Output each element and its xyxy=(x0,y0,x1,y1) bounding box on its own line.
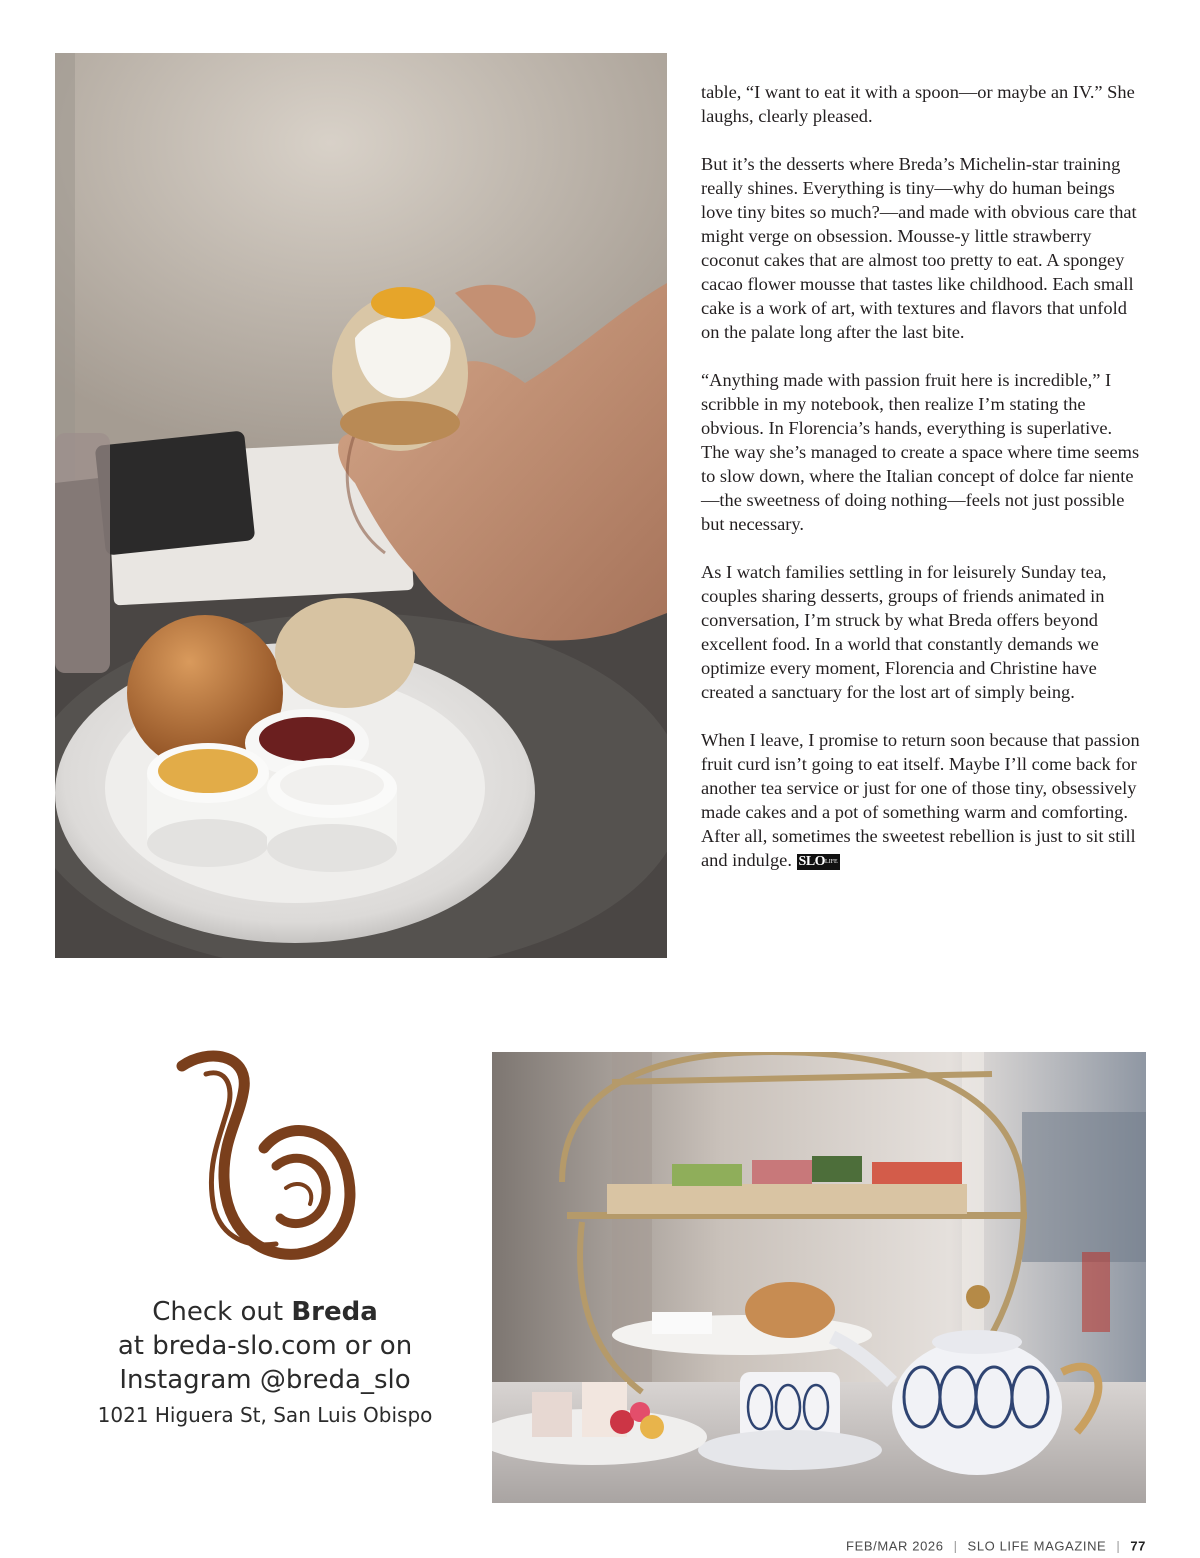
photo-tea-tower xyxy=(492,1052,1146,1503)
page-number: 77 xyxy=(1130,1538,1146,1554)
page-footer xyxy=(846,1539,1146,1554)
article-body xyxy=(701,80,1141,872)
promo-address: 1021 Higuera St, San Luis Obispo xyxy=(97,1403,433,1427)
promo-website-line: at breda-slo.com or on xyxy=(117,1331,413,1361)
footer-separator: | xyxy=(953,1538,958,1554)
promo-line-1 xyxy=(60,1295,470,1329)
promo-prefix: Check out xyxy=(152,1297,292,1327)
article-paragraph-final xyxy=(701,728,1141,872)
footer-separator: | xyxy=(1116,1538,1121,1554)
article-paragraph: As I watch families settling in for leisurely Sunday tea, couples sharing desserts, groups of friends animated in conversation, I’m struck by what Breda offers beyond excellent food. In a world that constantly demands we optimize every moment, Florencia and Christine have created a sanctuary for the lost art of simply being. xyxy=(701,562,1107,702)
end-mark-sub: LIFE xyxy=(825,859,838,865)
article-paragraph: “Anything made with passion fruit here is incredible,” I scribble in my notebook, then realize I’m stating the obvious. In Florencia’s hands, everything is superlative. The way she’s managed to create a space where time seems to slow down, where the Italian concept of dolce far niente—the sweetness of doing nothing—feels not just possible but necessary. xyxy=(701,370,1140,534)
slo-life-end-mark-icon xyxy=(797,854,840,870)
end-mark-text: SLO xyxy=(798,854,826,869)
breda-logo-icon xyxy=(168,1048,368,1268)
promo-block xyxy=(60,1295,470,1432)
article-paragraph: table, “I want to eat it with a spoon—or maybe an IV.” She laughs, clearly pleased. xyxy=(701,82,1135,126)
article-paragraph: But it’s the desserts where Breda’s Michelin-star training really shines. Everything is tiny—why do human beings love tiny bites so much?—and made with obvious care that might verge on obsession. Mousse-y little strawberry coconut cakes that are almost too pretty to eat. A spongey cacao flower mousse that tastes like childhood. Each small cake is a work of art, with textures and flavors that unfold on the palate long after the last bite. xyxy=(701,154,1137,342)
footer-magazine: SLO LIFE MAGAZINE xyxy=(967,1538,1107,1554)
promo-brand-name: Breda xyxy=(291,1297,378,1327)
footer-issue: FEB/MAR 2026 xyxy=(846,1538,944,1554)
promo-instagram-line: Instagram @breda_slo xyxy=(119,1365,411,1395)
photo-scone-hand xyxy=(55,53,667,958)
article-final-text: When I leave, I promise to return soon because that passion fruit curd isn’t going to eat itself. Maybe I’ll come back for another tea service or just for one of those tiny, obsessively made cakes and a pot of something warm and comforting. After all, sometimes the sweetest rebellion is just to sit still and indulge. xyxy=(701,730,1140,870)
